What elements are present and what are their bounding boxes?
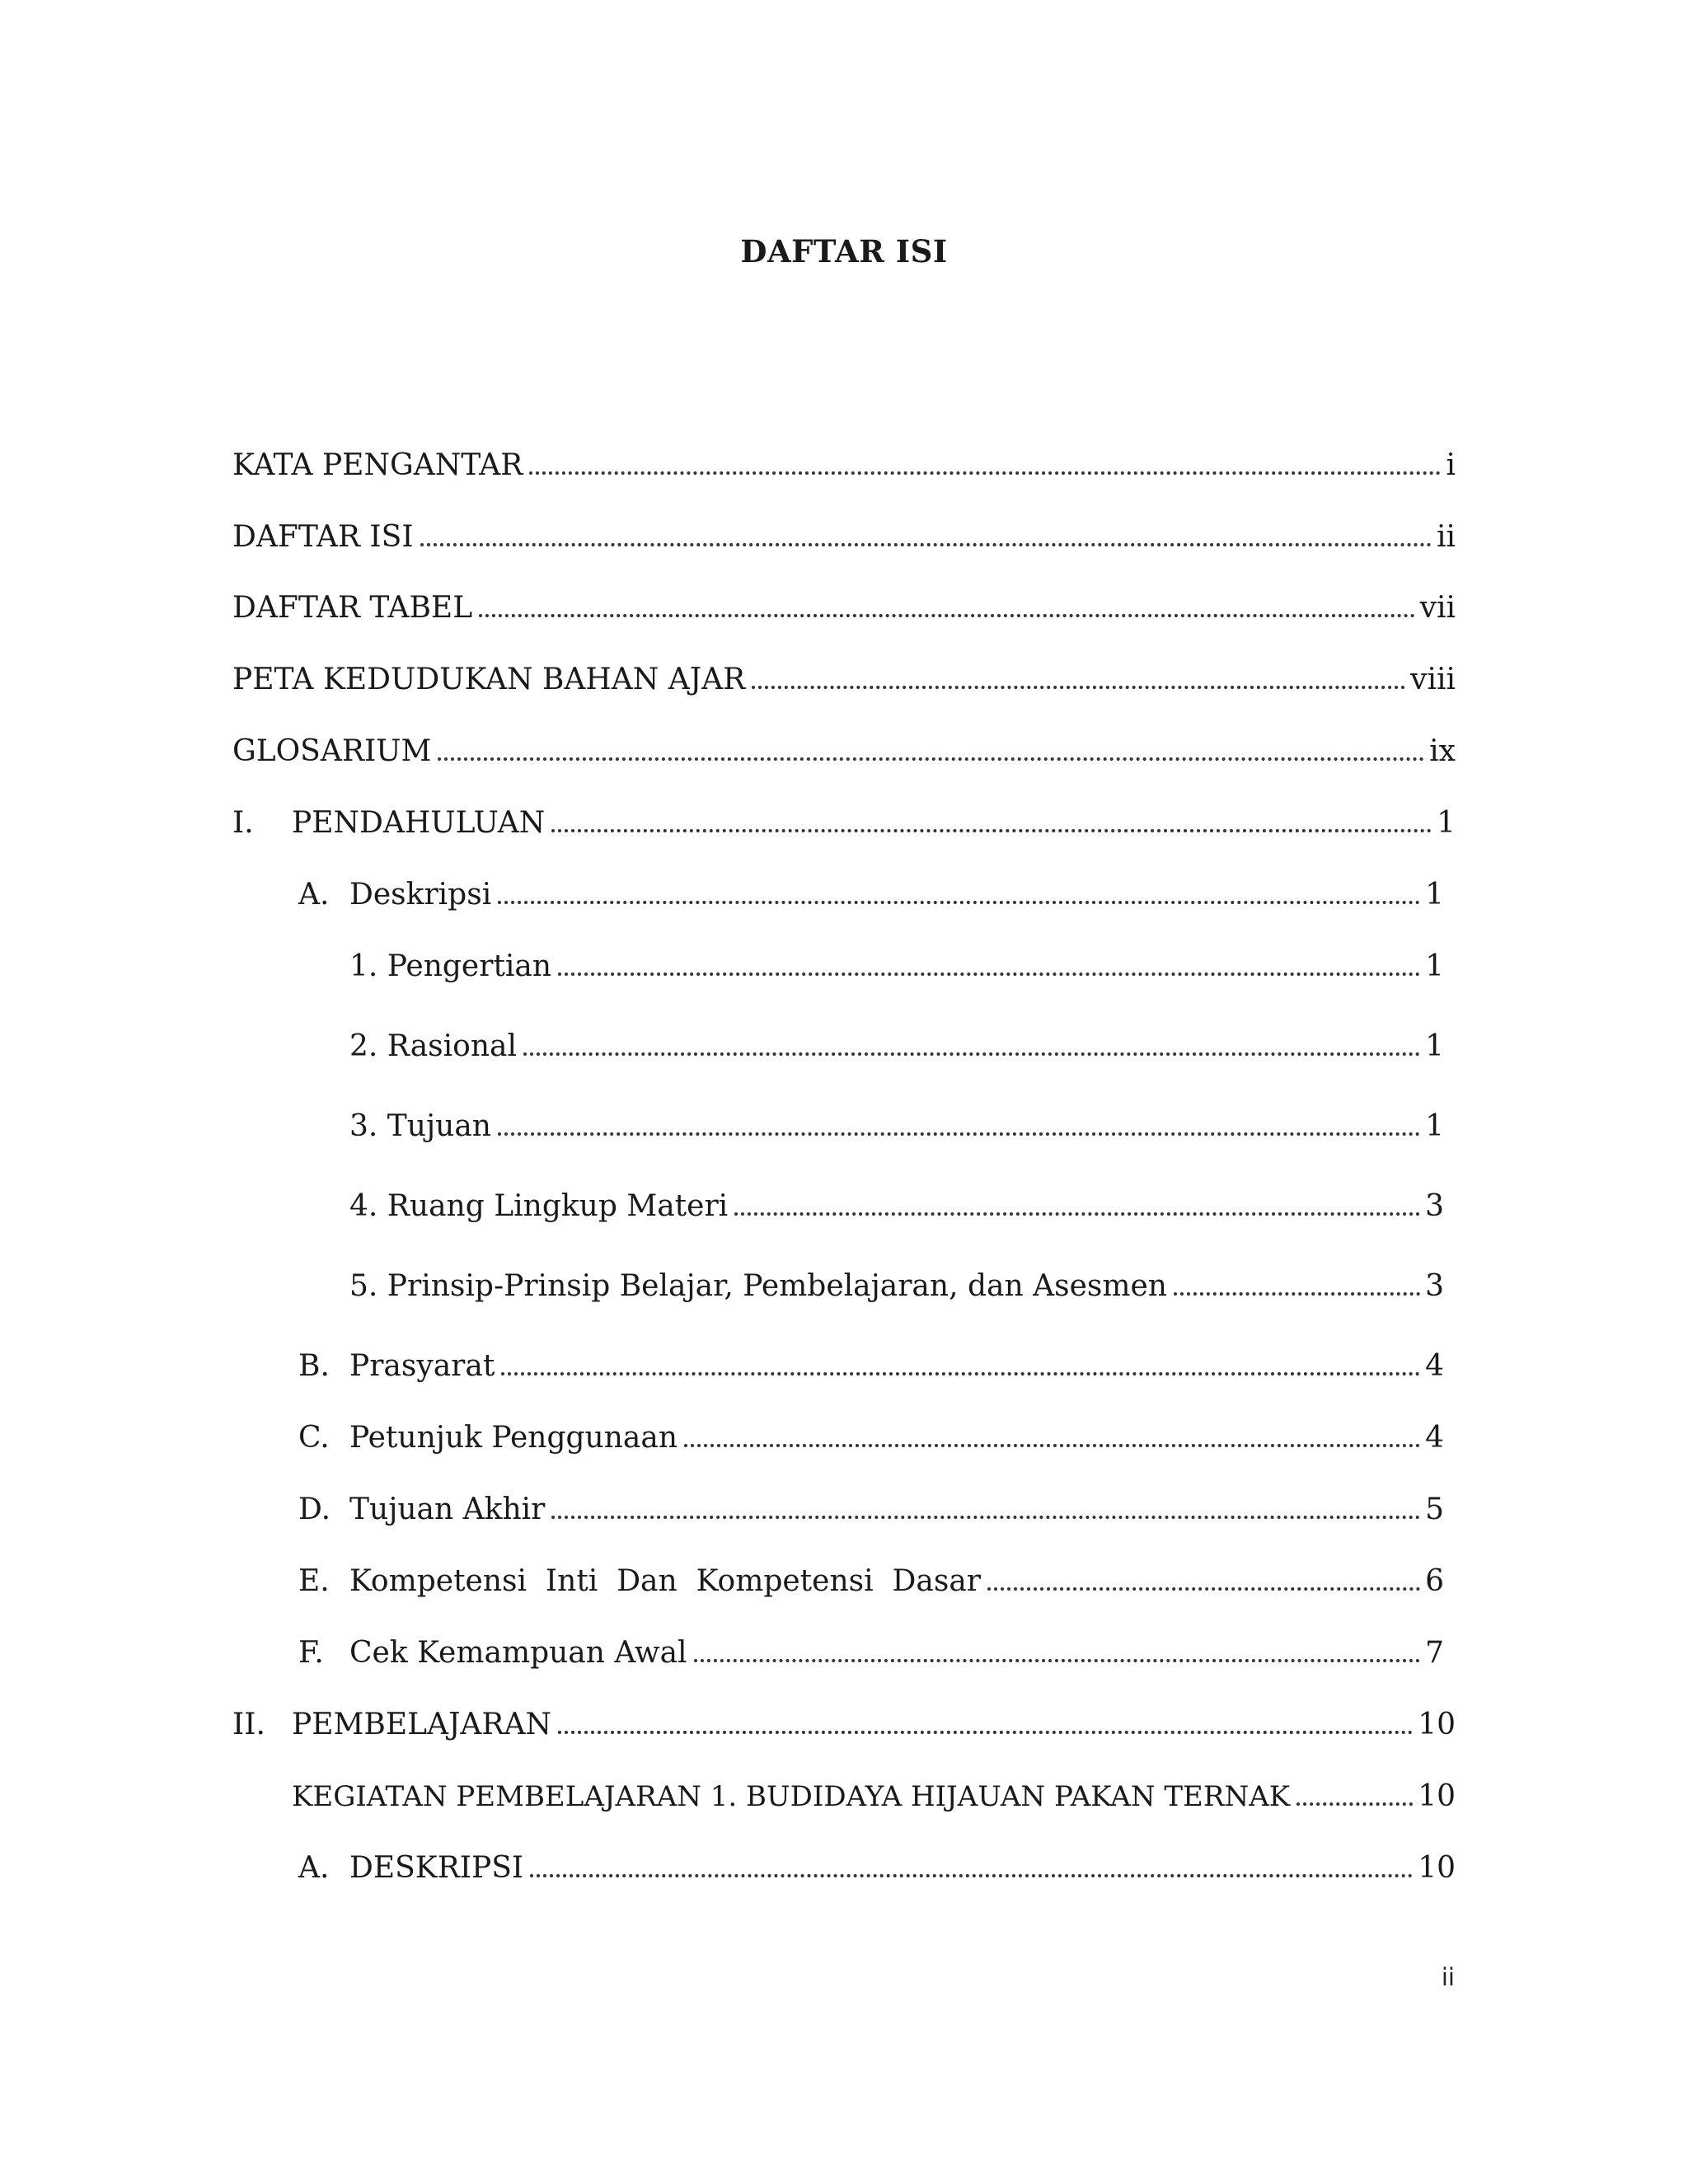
page-title: DAFTAR ISI	[740, 233, 948, 269]
toc-entry-label: KEGIATAN PEMBELAJARAN 1. BUDIDAYA HIJAUAN PAKAN TERNAK	[292, 1780, 1291, 1813]
toc-entry-page: ii	[1436, 520, 1456, 554]
toc-entry-rasional[interactable]	[349, 1029, 1444, 1065]
toc-entry-page: 1	[1425, 1109, 1444, 1143]
toc-entry-page: 1	[1425, 878, 1444, 912]
toc-entry-label: DAFTAR ISI	[232, 520, 414, 554]
toc-entry-page: 3	[1425, 1189, 1444, 1223]
toc-entry-label: Kompetensi Inti Dan Kompetensi Dasar	[349, 1564, 981, 1598]
dot-leader	[529, 471, 1441, 475]
dot-leader	[501, 1372, 1420, 1376]
toc-entry-page: 3	[1425, 1269, 1444, 1303]
toc-entry-page: 1	[1425, 949, 1444, 983]
dot-leader	[530, 1874, 1413, 1877]
toc-entry-peta-kedudukan[interactable]	[232, 662, 1456, 698]
dot-leader	[752, 686, 1405, 689]
toc-entry-deskripsi[interactable]	[298, 877, 1444, 913]
toc-entry-marker: E.	[298, 1564, 330, 1598]
toc-entry-label: GLOSARIUM	[232, 734, 432, 768]
toc-entry-marker: C.	[298, 1421, 330, 1455]
toc-entry-page: vii	[1419, 591, 1456, 625]
toc-entry-label: DESKRIPSI	[349, 1851, 524, 1885]
toc-entry-label: Petunjuk Penggunaan	[349, 1421, 678, 1455]
toc-entry-marker: II.	[232, 1708, 265, 1741]
toc-entry-pengertian[interactable]	[349, 949, 1444, 985]
toc-entry-tujuan[interactable]	[349, 1108, 1444, 1145]
toc-entry-kegiatan-pembelajaran-1[interactable]	[292, 1779, 1456, 1815]
dot-leader	[987, 1587, 1420, 1591]
dot-leader	[551, 1516, 1420, 1519]
dot-leader	[498, 1132, 1420, 1136]
dot-leader	[523, 1052, 1420, 1056]
toc-entry-label: DAFTAR TABEL	[232, 591, 473, 625]
dot-leader	[498, 901, 1420, 904]
toc-entry-label: 2. Rasional	[349, 1029, 518, 1063]
dot-leader	[438, 757, 1424, 761]
toc-entry-kompetensi[interactable]	[298, 1563, 1444, 1600]
dot-leader	[420, 543, 1432, 546]
toc-entry-prinsip-belajar[interactable]	[349, 1268, 1444, 1305]
toc-entry-label: Prasyarat	[349, 1349, 495, 1383]
toc-entry-prasyarat[interactable]	[298, 1348, 1444, 1385]
toc-entry-page: 6	[1425, 1564, 1444, 1598]
toc-entry-page: 10	[1418, 1708, 1456, 1741]
toc-entry-tujuan-akhir[interactable]	[298, 1492, 1444, 1528]
dot-leader	[694, 1659, 1421, 1662]
toc-entry-label: 4. Ruang Lingkup Materi	[349, 1189, 729, 1223]
toc-entry-label: PENDAHULUAN	[292, 806, 546, 840]
toc-entry-label: Cek Kemampuan Awal	[349, 1636, 687, 1670]
toc-entry-label: KATA PENGANTAR	[232, 448, 523, 482]
dot-leader	[684, 1444, 1420, 1447]
dot-leader	[479, 614, 1415, 617]
dot-leader	[558, 1731, 1413, 1734]
dot-leader	[558, 972, 1420, 976]
dot-leader	[1174, 1292, 1420, 1296]
toc-entry-daftar-tabel[interactable]	[232, 590, 1456, 626]
toc-entry-page: 1	[1425, 1029, 1444, 1063]
toc-entry-page: 4	[1425, 1421, 1444, 1455]
toc-entry-label: 5. Prinsip-Prinsip Belajar, Pembelajaran, dan Asesmen	[349, 1269, 1167, 1303]
toc-entry-marker: A.	[298, 1851, 330, 1885]
toc-entry-glosarium[interactable]	[232, 733, 1456, 770]
toc-entry-label: PETA KEDUDUKAN BAHAN AJAR	[232, 663, 746, 696]
toc-entry-label: 3. Tujuan	[349, 1109, 491, 1143]
toc-entry-label: Deskripsi	[349, 878, 492, 912]
toc-entry-label: Tujuan Akhir	[349, 1493, 546, 1526]
toc-entry-page: ix	[1429, 734, 1456, 768]
toc-entry-marker: B.	[298, 1349, 330, 1383]
toc-entry-daftar-isi[interactable]	[232, 519, 1456, 555]
toc-entry-ruang-lingkup[interactable]	[349, 1188, 1444, 1225]
toc-entry-deskripsi-caps[interactable]	[298, 1850, 1456, 1886]
toc-entry-cek-kemampuan[interactable]	[298, 1635, 1444, 1671]
toc-entry-page: 7	[1425, 1636, 1444, 1670]
dot-leader	[1296, 1802, 1413, 1806]
dot-leader	[551, 829, 1432, 832]
toc-entry-page: 1	[1437, 806, 1456, 840]
toc-entry-pendahuluan[interactable]	[232, 805, 1456, 841]
toc-entry-page: viii	[1410, 663, 1456, 696]
toc-entry-marker: D.	[298, 1493, 331, 1526]
toc-entry-petunjuk-penggunaan[interactable]	[298, 1420, 1444, 1456]
dot-leader	[734, 1212, 1420, 1216]
toc-entry-page: 10	[1418, 1779, 1456, 1813]
toc-entry-marker: I.	[232, 806, 254, 840]
toc-entry-page: i	[1446, 448, 1456, 482]
toc-entry-kata-pengantar[interactable]	[232, 448, 1456, 484]
toc-entry-page: 10	[1418, 1851, 1456, 1885]
toc-entry-marker: A.	[298, 878, 330, 912]
toc-entry-page: 4	[1425, 1349, 1444, 1383]
page-number: ii	[1441, 1963, 1455, 1991]
toc-entry-page: 5	[1425, 1493, 1444, 1526]
toc-entry-pembelajaran[interactable]	[232, 1707, 1456, 1743]
toc-entry-label: PEMBELAJARAN	[292, 1708, 552, 1741]
toc-entry-marker: F.	[298, 1636, 324, 1670]
toc-entry-label: 1. Pengertian	[349, 949, 552, 983]
